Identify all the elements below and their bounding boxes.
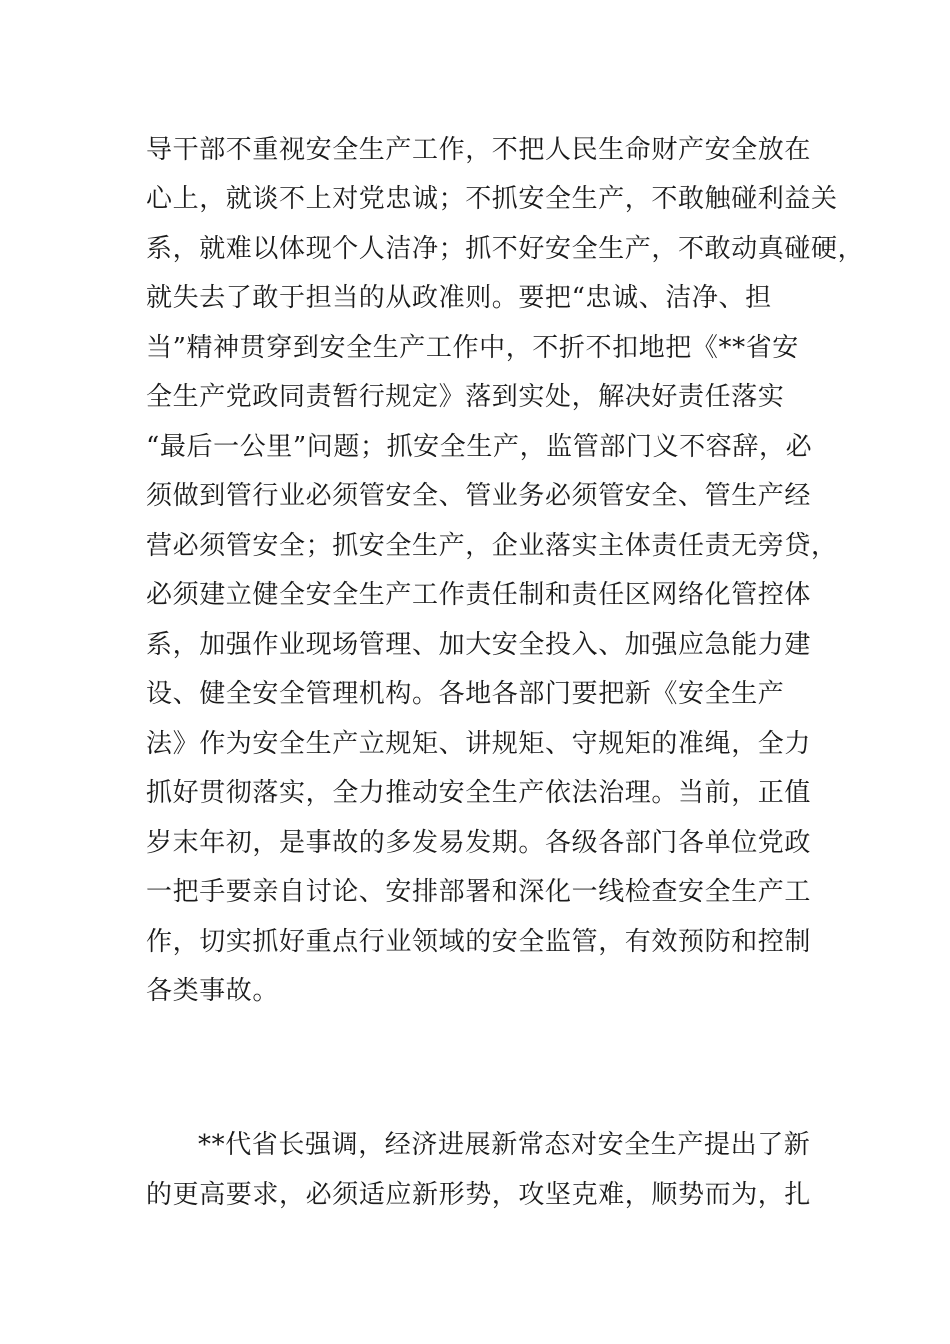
paragraph-1-line: “最后一公里”问题；抓安全生产，监管部门义不容辞，必: [146, 432, 813, 462]
paragraph-1-line: 系，就难以体现个人洁净；抓不好安全生产，不敢动真碰硬，: [146, 234, 865, 264]
paragraph-1-line: 全生产党政同责暂行规定》落到实处，解决好责任落实: [146, 382, 785, 412]
paragraph-1-line: 一把手要亲自讨论、安排部署和深化一线检查安全生产工: [146, 877, 812, 907]
paragraph-2-line: 的更高要求，必须适应新形势，攻坚克难，顺势而为，扎: [146, 1180, 812, 1210]
paragraph-1-line: 系，加强作业现场管理、加大安全投入、加强应急能力建: [146, 630, 812, 660]
paragraph-1-line: 须做到管行业必须管安全、管业务必须管安全、管生产经: [146, 481, 812, 511]
paragraph-1-line: 岁末年初，是事故的多发易发期。各级各部门各单位党政: [146, 828, 812, 858]
paragraph-1-line: 必须建立健全安全生产工作责任制和责任区网络化管控体: [146, 580, 812, 610]
paragraph-1-line: 导干部不重视安全生产工作，不把人民生命财产安全放在: [146, 135, 812, 165]
paragraph-1-line: 作，切实抓好重点行业领域的安全监管，有效预防和控制: [146, 927, 812, 957]
paragraph-1-line: 心上，就谈不上对党忠诚；不抓安全生产，不敢触碰利益关: [146, 184, 838, 214]
paragraph-1-line: 抓好贯彻落实，全力推动安全生产依法治理。当前，正值: [146, 778, 812, 808]
paragraph-1-line: 法》作为安全生产立规矩、讲规矩、守规矩的准绳，全力: [146, 729, 812, 759]
paragraph-1-line: 就失去了敢于担当的从政准则。要把“忠诚、洁净、担: [146, 283, 772, 313]
paragraph-2-line: **代省长强调，经济进展新常态对安全生产提出了新: [198, 1130, 811, 1160]
paragraph-1-line: 当”精神贯穿到安全生产工作中，不折不扣地把《**省安: [146, 333, 799, 363]
paragraph-1-line: 设、健全安全管理机构。各地各部门要把新《安全生产: [146, 679, 785, 709]
paragraph-1-line: 营必须管安全；抓安全生产，企业落实主体责任责无旁贷，: [146, 531, 838, 561]
paragraph-1-line: 各类事故。: [146, 976, 280, 1006]
